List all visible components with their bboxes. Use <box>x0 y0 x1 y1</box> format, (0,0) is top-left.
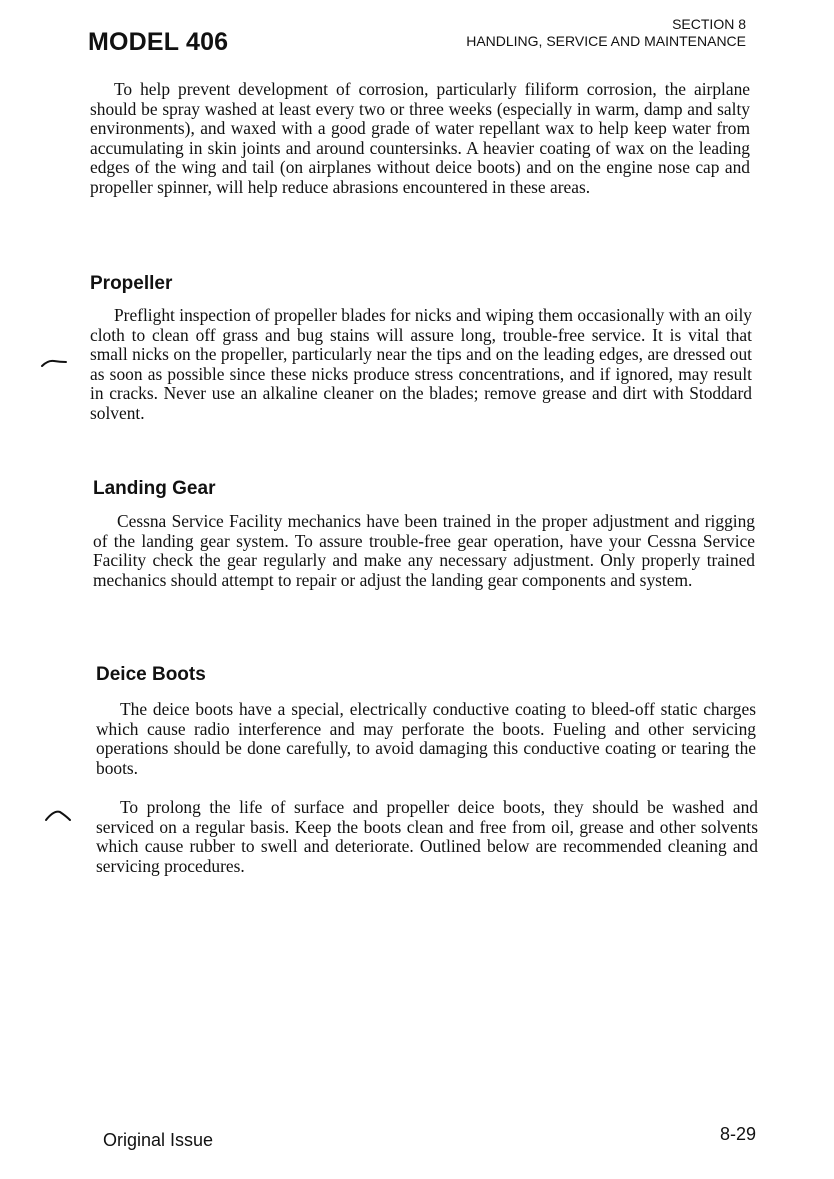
page-number: 8-29 <box>719 1124 756 1144</box>
landing-gear-paragraph: Cessna Service Facility mechanics have been trained in the proper adjustment and rigging of the landing gear system. To assure trouble-free gear operation, have your Cessna Service Facility check the gear regularly and make any necessary adjustment. Only properly trained mechanics should attempt to repair or adjust the landing gear components and system. <box>93 511 755 590</box>
section-title: HANDLING, SERVICE AND MAINTENANCE <box>466 33 746 49</box>
deice-boots-paragraph-1: The deice boots have a special, electrically conductive coating to bleed-off static charges which cause radio interference and may perforate the boots. Fueling and other servicing operations should be done carefully, to avoid damaging this conductive coating or tearing the boots. <box>96 699 756 778</box>
revision-bar-mark <box>40 356 68 370</box>
intro-paragraph: To help prevent development of corrosion, particularly filiform corrosion, the airplane should be spray washed at least every two or three weeks (especially in warm, damp and salty environments), and waxed with a good grade of water repellant wax to help keep water from accumulating in skin joints and around countersinks. A heavier coating of wax on the leading edges of the wing and tail (on airplanes without deice boots) and on the engine nose cap and propeller spinner, will help reduce abrasions encountered in these areas. <box>90 79 750 197</box>
deice-boots-paragraph-2: To prolong the life of surface and propeller deice boots, they should be washed and serviced on a regular basis. Keep the boots clean and free from oil, grease and other solvents which cause rubber to swell and deteriorate. Outlined below are recommended cleaning and servicing procedures. <box>96 797 758 876</box>
propeller-heading: Propeller <box>90 273 173 294</box>
landing-gear-heading: Landing Gear <box>93 478 216 499</box>
footer-issue: Original Issue <box>103 1130 214 1150</box>
section-number: SECTION 8 <box>672 16 746 32</box>
deice-boots-heading: Deice Boots <box>96 664 206 685</box>
propeller-paragraph: Preflight inspection of propeller blades for nicks and wiping them occasionally with an oily cloth to clean off grass and bug stains will assure long, trouble-free service. It is vital that small nicks on the propeller, particularly near the tips and on the leading edges, are dressed out as soon as possible since these nicks produce stress concentrations, and if ignored, may result in cracks. Never use an alkaline cleaner on the blades; remove grease and dirt with Stoddard solvent. <box>90 305 752 423</box>
model-title: MODEL 406 <box>88 28 229 56</box>
revision-bar-mark <box>44 808 72 824</box>
